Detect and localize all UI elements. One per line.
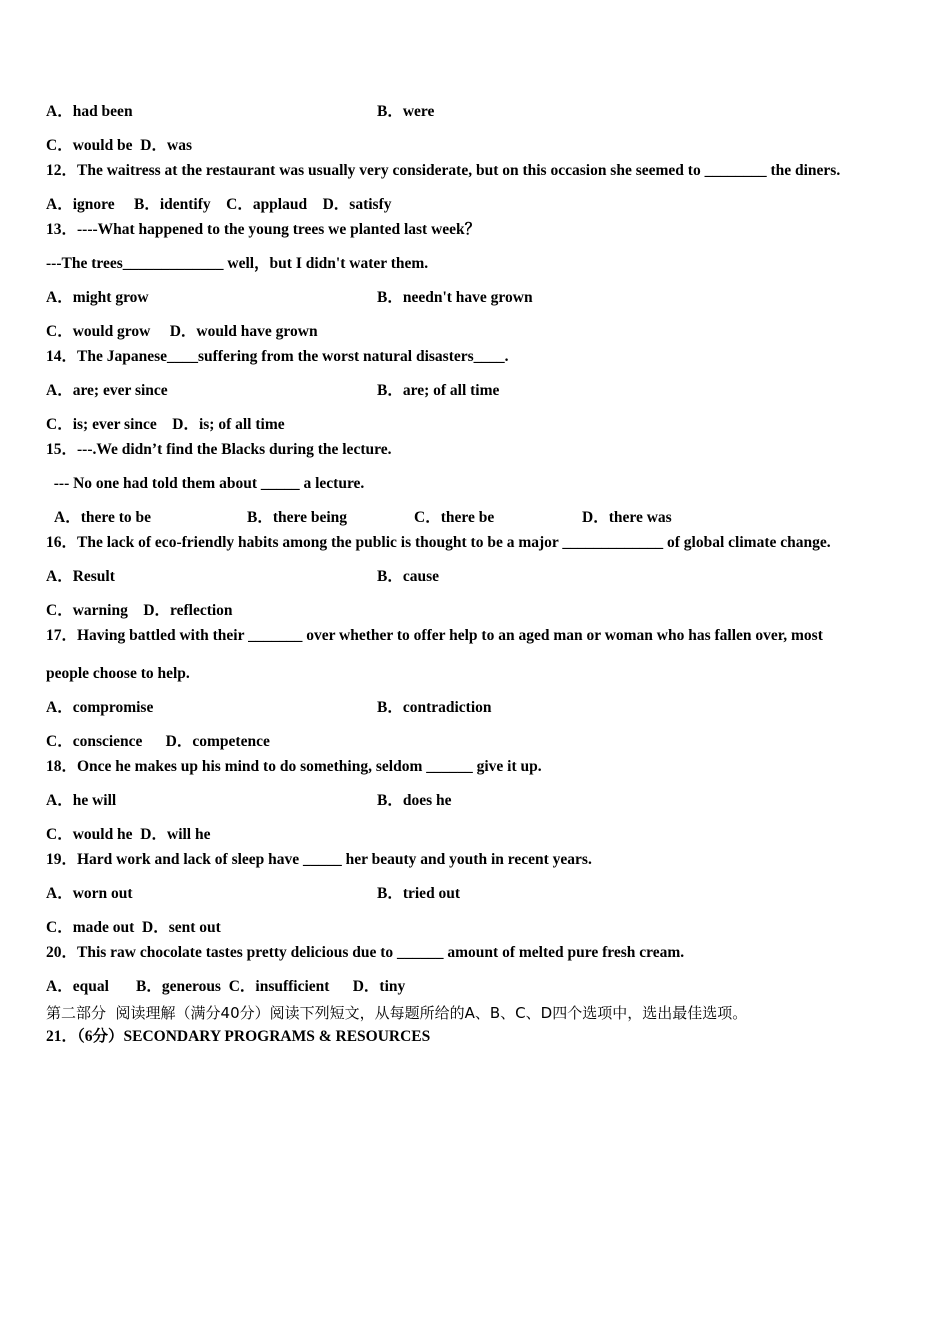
- q19-stem: 19．Hard work and lack of sleep have _____ her beauty and youth in recent years.: [46, 851, 592, 868]
- q13-option-a: A．might grow: [46, 289, 149, 306]
- q14-stem: 14．The Japanese____suffering from the worst natural disasters____.: [46, 348, 509, 365]
- q18-options-cd: C．would he D．will he: [46, 826, 211, 843]
- q19-option-a: A．worn out: [46, 885, 133, 902]
- q17-option-b: B．contradiction: [377, 699, 492, 716]
- q13-options-cd: C．would grow D．would have grown: [46, 323, 318, 340]
- q14-options-cd: C．is; ever since D．is; of all time: [46, 416, 285, 433]
- q15-dialogue: --- No one had told them about _____ a lecture.: [46, 475, 365, 492]
- q13-dialogue: ---The trees_____________ well，but I didn't water them.: [46, 255, 429, 272]
- q21-heading: 21．（6分）SECONDARY PROGRAMS & RESOURCES: [46, 1028, 431, 1045]
- q16-options-cd: C．warning D．reflection: [46, 602, 233, 619]
- q15-stem: 15．---.We didn’t find the Blacks during the lecture.: [46, 441, 392, 458]
- q16-stem: 16．The lack of eco-friendly habits among the public is thought to be a major _____________ of global climate change.: [46, 534, 831, 551]
- q18-stem: 18．Once he makes up his mind to do something, seldom ______ give it up.: [46, 758, 542, 775]
- q19-option-b: B．tried out: [377, 885, 461, 902]
- q17-stem: 17．Having battled with their _______ over whether to offer help to an aged man or woman who has fallen over, most: [46, 627, 823, 644]
- q17-stem-continued: people choose to help.: [46, 665, 190, 682]
- q12-stem: 12．The waitress at the restaurant was usually very considerate, but on this occasion she seemed to ________ the diners.: [46, 162, 841, 179]
- q15-option-d: D．there was: [582, 509, 672, 526]
- q18-option-b: B．does he: [377, 792, 452, 809]
- q13-stem: 13．----What happened to the young trees we planted last week？: [46, 221, 481, 238]
- q19-options-cd: C．made out D．sent out: [46, 919, 221, 936]
- q17-option-a: A．compromise: [46, 699, 154, 716]
- q17-options-cd: C．conscience D．competence: [46, 733, 270, 750]
- q11-options-cd: C．would be D．was: [46, 137, 192, 154]
- q15-option-a: A．there to be: [54, 509, 151, 526]
- q18-option-a: A．he will: [46, 792, 117, 809]
- q16-option-a: A．Result: [46, 568, 115, 585]
- q15-option-c: C．there be: [414, 509, 495, 526]
- q12-options: A．ignore B．identify C．applaud D．satisfy: [46, 196, 392, 213]
- q14-option-a: A．are; ever since: [46, 382, 168, 399]
- q14-option-b: B．are; of all time: [377, 382, 500, 399]
- q13-option-b: B．needn't have grown: [377, 289, 533, 306]
- q20-options: A．equal B．generous C．insufficient D．tiny: [46, 978, 406, 995]
- q11-option-a: A．had been: [46, 103, 133, 120]
- q11-option-b: B．were: [377, 103, 435, 120]
- q20-stem: 20．This raw chocolate tastes pretty delicious due to ______ amount of melted pure fresh cream.: [46, 944, 685, 961]
- part2-heading: 第二部分 阅读理解（满分40分）阅读下列短文，从每题所给的A、B、C、D四个选项中，选出最佳选项。: [46, 1004, 748, 1022]
- q15-option-b: B．there being: [247, 509, 348, 526]
- q16-option-b: B．cause: [377, 568, 440, 585]
